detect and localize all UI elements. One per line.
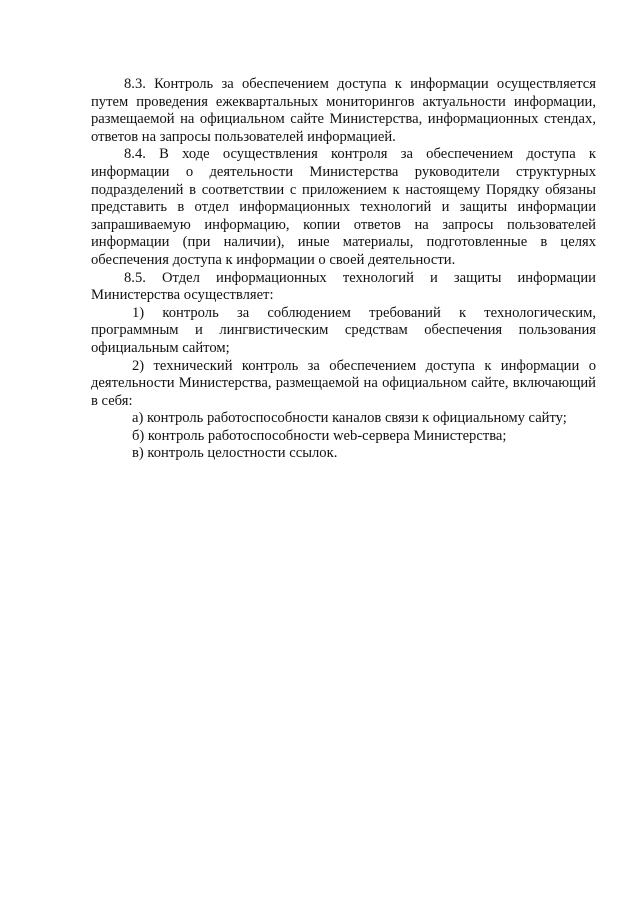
paragraph-8-4: 8.4. В ходе осуществления контроля за обеспечением доступа к информации о деятельности Министерства руководители структурных подразделений в соответствии с приложением к настоящему Порядку обязаны представить в отдел информационных технологий и защиты информации запрашиваемую информацию, копии ответов на запросы пользователей информации (при наличии), иные материалы, подготовленные в целях обеспечения доступа к информации о своей деятельности. <box>91 146 596 268</box>
sub-item-a: а) контроль работоспособности каналов связи к официальному сайту; <box>132 410 567 427</box>
list-item-2: 2) технический контроль за обеспечением доступа к информации о деятельности Министерства, размещаемой на официальном сайте, включающий в себя: <box>91 357 596 409</box>
paragraph-8-5: 8.5. Отдел информационных технологий и защиты информации Министерства осуществляет: <box>91 269 596 304</box>
sub-item-b: б) контроль работоспособности web-сервера Министерства; <box>132 427 507 444</box>
document-body <box>91 76 596 463</box>
list-item-1: 1) контроль за соблюдением требований к технологическим, программным и лингвистическим средствам обеспечения пользования официальным сайтом; <box>91 304 596 356</box>
paragraph-8-3: 8.3. Контроль за обеспечением доступа к информации осуществляется путем проведения ежеквартальных мониторингов актуальности информации, размещаемой на официальном сайте Министерства, информационных стендах, ответов на запросы пользователей информацией. <box>91 76 596 145</box>
sub-item-c: в) контроль целостности ссылок. <box>132 445 338 462</box>
